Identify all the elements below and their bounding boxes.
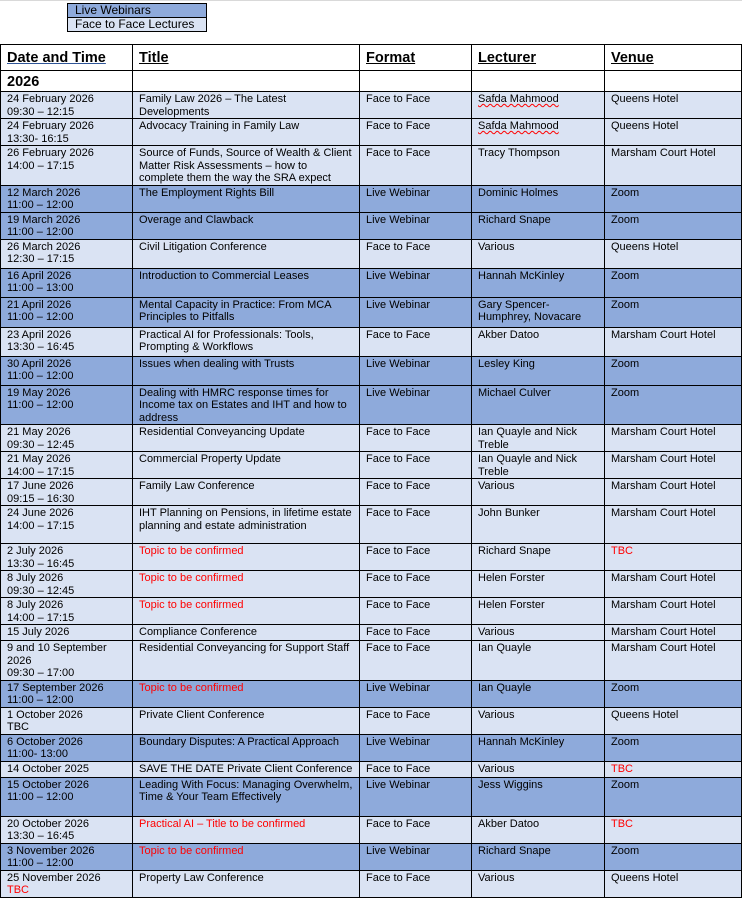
event-venue: Zoom (605, 843, 742, 870)
event-lecturer (472, 92, 605, 119)
event-row (1, 734, 742, 761)
event-venue: Zoom (605, 777, 742, 816)
event-date: 30 April 2026 (7, 357, 72, 370)
event-date: 3 November 2026 (7, 844, 95, 857)
event-time: 11:00 – 12:00 (7, 399, 74, 411)
event-datetime (1, 734, 133, 761)
event-title (133, 239, 360, 268)
event-title-text: Civil Litigation Conference (139, 240, 267, 253)
event-title (133, 870, 360, 897)
event-lecturer-text: Hannah McKinley (478, 735, 565, 748)
event-title-text: Compliance Conference (139, 626, 258, 638)
event-lecturer (472, 185, 605, 212)
event-time: 13:30- 16:15 (7, 132, 69, 145)
event-row (1, 625, 742, 641)
event-date: 15 October 2026 (7, 778, 89, 791)
event-title (133, 707, 360, 734)
event-datetime (1, 761, 133, 777)
event-time: 09:30 – 12:45 (7, 584, 75, 597)
event-title (133, 761, 360, 777)
event-title (133, 385, 360, 425)
event-lecturer-text: Ian Quayle (478, 681, 532, 694)
event-venue: Marsham Court Hotel (605, 146, 742, 186)
event-time: 11:00 – 12:00 (7, 370, 74, 382)
schedule-table (0, 44, 742, 898)
event-title-text: Topic to be confirmed (139, 681, 244, 694)
event-lecturer-text: Various (478, 626, 515, 638)
event-row (1, 425, 742, 452)
event-datetime (1, 385, 133, 425)
event-format: Face to Face (360, 625, 472, 641)
event-venue: Queens Hotel (605, 119, 742, 146)
event-row (1, 452, 742, 479)
event-lecturer (472, 707, 605, 734)
event-title (133, 506, 360, 544)
event-row (1, 146, 742, 186)
event-row (1, 777, 742, 816)
event-title-text: Private Client Conference (139, 708, 265, 721)
event-title (133, 641, 360, 681)
event-date: 23 April 2026 (7, 328, 72, 341)
event-title-text: Mental Capacity in Practice: From MCA Principles to Pitfalls (139, 298, 331, 323)
event-lecturer (472, 761, 605, 777)
event-lecturer-text: Michael Culver (478, 386, 551, 399)
event-venue: Marsham Court Hotel (605, 506, 742, 544)
event-date: 21 May 2026 (7, 453, 71, 465)
event-datetime (1, 571, 133, 598)
event-lecturer (472, 870, 605, 897)
event-format: Live Webinar (360, 185, 472, 212)
event-venue: TBC (605, 761, 742, 777)
event-lecturer-text: Helen Forster (478, 572, 545, 584)
event-datetime (1, 356, 133, 385)
event-time: 09:15 – 16:30 (7, 492, 75, 505)
event-format: Live Webinar (360, 297, 472, 327)
event-format: Face to Face (360, 479, 472, 506)
event-lecturer (472, 425, 605, 452)
legend (67, 3, 207, 32)
event-date: 6 October 2026 (7, 735, 83, 748)
event-venue: TBC (605, 816, 742, 843)
event-time: TBC (7, 721, 29, 733)
event-datetime (1, 680, 133, 707)
event-title (133, 479, 360, 506)
event-format: Live Webinar (360, 356, 472, 385)
event-row (1, 385, 742, 425)
event-time: 11:00 – 12:00 (7, 694, 74, 706)
event-title (133, 146, 360, 186)
event-row (1, 268, 742, 297)
event-datetime (1, 185, 133, 212)
event-lecturer (472, 212, 605, 239)
event-venue: Marsham Court Hotel (605, 641, 742, 681)
event-lecturer-text: Gary Spencer-Humphrey, Novacare (478, 298, 582, 323)
event-format: Face to Face (360, 119, 472, 146)
header-date: Date and Time (1, 45, 133, 71)
event-venue: Zoom (605, 185, 742, 212)
event-lecturer (472, 239, 605, 268)
event-row (1, 506, 742, 544)
event-lecturer-text: Various (478, 871, 515, 884)
event-lecturer (472, 385, 605, 425)
event-venue: Queens Hotel (605, 92, 742, 119)
event-title-text: Property Law Conference (139, 871, 264, 884)
event-datetime (1, 816, 133, 843)
event-lecturer-text: John Bunker (478, 507, 540, 519)
event-time: 11:00 – 12:00 (7, 199, 74, 211)
event-date: 26 February 2026 (7, 147, 94, 159)
event-title (133, 268, 360, 297)
event-row (1, 761, 742, 777)
event-title (133, 356, 360, 385)
event-lecturer (472, 734, 605, 761)
event-format: Face to Face (360, 544, 472, 571)
event-title (133, 185, 360, 212)
event-lecturer-text: Ian Quayle and Nick Treble (478, 453, 578, 478)
event-venue: Zoom (605, 385, 742, 425)
event-format: Face to Face (360, 327, 472, 356)
event-title (133, 452, 360, 479)
event-title-text: IHT Planning on Pensions, in lifetime estate planning and estate administration (139, 507, 352, 532)
event-time: 11:00 – 12:00 (7, 311, 74, 323)
event-row (1, 544, 742, 571)
event-row (1, 707, 742, 734)
event-title-text: Issues when dealing with Trusts (139, 357, 295, 370)
event-title-text: Residential Conveyancing for Support Staff (139, 642, 350, 654)
event-title (133, 734, 360, 761)
event-title-text: Dealing with HMRC response times for Income tax on Estates and IHT and how to address (139, 386, 347, 424)
event-title-text: Topic to be confirmed (139, 572, 244, 584)
event-datetime (1, 268, 133, 297)
year-row (1, 71, 742, 92)
event-date: 1 October 2026 (7, 708, 83, 721)
event-row (1, 119, 742, 146)
legend-face-to-face: Face to Face Lectures (68, 18, 207, 32)
event-row (1, 816, 742, 843)
event-row (1, 239, 742, 268)
event-lecturer (472, 544, 605, 571)
event-lecturer (472, 625, 605, 641)
event-datetime (1, 212, 133, 239)
event-title-text: Topic to be confirmed (139, 844, 244, 857)
event-row (1, 479, 742, 506)
event-venue: Marsham Court Hotel (605, 452, 742, 479)
event-title-text: Practical AI for Professionals: Tools, Prompting & Workflows (139, 328, 314, 353)
event-datetime (1, 625, 133, 641)
event-lecturer (472, 506, 605, 544)
event-title-text: Family Law 2026 – The Latest Developments (139, 93, 287, 118)
event-row (1, 680, 742, 707)
event-format: Face to Face (360, 761, 472, 777)
event-lecturer (472, 479, 605, 506)
event-title (133, 816, 360, 843)
event-date: 8 July 2026 (7, 572, 64, 584)
event-lecturer-text: Hannah McKinley (478, 269, 565, 282)
event-lecturer-text: Akber Datoo (478, 328, 540, 341)
event-time: TBC (7, 884, 29, 896)
event-format: Live Webinar (360, 777, 472, 816)
event-date: 19 March 2026 (7, 213, 81, 226)
event-title-text: Topic to be confirmed (139, 545, 244, 557)
event-row (1, 356, 742, 385)
event-format: Live Webinar (360, 680, 472, 707)
event-datetime (1, 327, 133, 356)
event-venue: Zoom (605, 680, 742, 707)
event-title (133, 327, 360, 356)
event-format: Face to Face (360, 92, 472, 119)
event-time: 11:00 – 12:00 (7, 791, 74, 803)
event-lecturer (472, 571, 605, 598)
event-venue: Zoom (605, 356, 742, 385)
event-date: 8 July 2026 (7, 599, 64, 611)
legend-webinars: Live Webinars (68, 4, 207, 18)
event-row (1, 212, 742, 239)
event-row (1, 598, 742, 625)
event-date: 26 March 2026 (7, 240, 81, 253)
event-datetime (1, 506, 133, 544)
header-title: Title (133, 45, 360, 71)
event-lecturer-text: Akber Datoo (478, 817, 540, 830)
event-date: 24 June 2026 (7, 507, 74, 519)
event-title-text: Topic to be confirmed (139, 599, 244, 611)
event-format: Face to Face (360, 641, 472, 681)
event-date: 2 July 2026 (7, 545, 64, 557)
event-venue: Marsham Court Hotel (605, 425, 742, 452)
event-format: Face to Face (360, 598, 472, 625)
event-time: 09:30 – 17:00 (7, 667, 75, 679)
event-lecturer (472, 327, 605, 356)
event-title-text: Family Law Conference (139, 480, 255, 492)
event-datetime (1, 598, 133, 625)
event-format: Face to Face (360, 707, 472, 734)
event-lecturer (472, 119, 605, 146)
event-venue: TBC (605, 544, 742, 571)
event-datetime (1, 297, 133, 327)
event-time: 14:00 – 17:15 (7, 611, 75, 624)
event-row (1, 641, 742, 681)
event-date: 21 April 2026 (7, 298, 72, 311)
event-time: 13:30 – 16:45 (7, 557, 75, 570)
event-date: 17 June 2026 (7, 480, 74, 492)
event-lecturer-text: Richard Snape (478, 844, 551, 857)
event-venue: Zoom (605, 212, 742, 239)
event-date: 9 and 10 September 2026 (7, 642, 107, 667)
event-lecturer (472, 356, 605, 385)
event-title-text: Leading With Focus: Managing Overwhelm, Time & Your Team Effectively (139, 778, 353, 803)
event-datetime (1, 777, 133, 816)
event-title-text: Source of Funds, Source of Wealth & Client Matter Risk Assessments – how to complete them the way the SRA expect (139, 147, 352, 184)
event-lecturer-text: Various (478, 240, 515, 253)
event-lecturer-text: Ian Quayle and Nick Treble (478, 426, 578, 451)
event-lecturer-text: Dominic Holmes (478, 186, 559, 199)
event-row (1, 571, 742, 598)
event-format: Live Webinar (360, 212, 472, 239)
event-datetime (1, 544, 133, 571)
event-time: 11:00 – 12:00 (7, 226, 74, 238)
event-title-text: Practical AI – Title to be confirmed (139, 817, 306, 830)
event-title (133, 777, 360, 816)
event-title (133, 680, 360, 707)
event-venue: Queens Hotel (605, 870, 742, 897)
event-time: 11:00 – 12:00 (7, 857, 74, 869)
event-date: 14 October 2025 (7, 762, 89, 775)
event-lecturer (472, 680, 605, 707)
event-datetime (1, 452, 133, 479)
event-title (133, 425, 360, 452)
event-title-text: Overage and Clawback (139, 213, 254, 226)
event-lecturer-text: Various (478, 708, 515, 721)
event-datetime (1, 119, 133, 146)
event-date: 16 April 2026 (7, 269, 72, 282)
event-row (1, 92, 742, 119)
event-venue: Marsham Court Hotel (605, 571, 742, 598)
event-time: 09:30 – 12:15 (7, 105, 75, 118)
event-time: 11:00- 13:00 (7, 748, 68, 760)
event-date: 19 May 2026 (7, 386, 71, 399)
event-format: Face to Face (360, 506, 472, 544)
event-lecturer (472, 816, 605, 843)
event-lecturer (472, 598, 605, 625)
event-date: 12 March 2026 (7, 186, 81, 199)
event-lecturer-text: Helen Forster (478, 599, 545, 611)
event-title-text: Commercial Property Update (139, 453, 281, 465)
event-venue: Zoom (605, 297, 742, 327)
event-date: 17 September 2026 (7, 681, 104, 694)
event-format: Live Webinar (360, 843, 472, 870)
event-row (1, 327, 742, 356)
event-title (133, 571, 360, 598)
event-format: Live Webinar (360, 268, 472, 297)
event-row (1, 297, 742, 327)
event-lecturer-text: Safda Mahmood (478, 93, 559, 105)
event-venue: Zoom (605, 268, 742, 297)
event-time: 11:00 – 13:00 (7, 282, 74, 294)
event-lecturer-text: Various (478, 480, 515, 492)
event-title (133, 598, 360, 625)
event-venue: Marsham Court Hotel (605, 479, 742, 506)
header-format: Format (360, 45, 472, 71)
event-datetime (1, 239, 133, 268)
event-time: 13:30 – 16:45 (7, 341, 75, 353)
event-time: 09:30 – 12:45 (7, 438, 75, 451)
event-title-text: Advocacy Training in Family Law (139, 120, 300, 132)
event-format: Face to Face (360, 870, 472, 897)
event-title-text: Introduction to Commercial Leases (139, 269, 309, 282)
event-time: 14:00 – 17:15 (7, 159, 75, 172)
event-lecturer (472, 268, 605, 297)
event-venue: Queens Hotel (605, 239, 742, 268)
event-title (133, 625, 360, 641)
event-date: 15 July 2026 (7, 626, 70, 638)
event-date: 20 October 2026 (7, 817, 89, 830)
event-title-text: SAVE THE DATE Private Client Conference (139, 762, 353, 775)
event-time: 14:00 – 17:15 (7, 519, 75, 532)
event-date: 24 February 2026 (7, 93, 94, 105)
event-venue: Marsham Court Hotel (605, 327, 742, 356)
event-format: Face to Face (360, 816, 472, 843)
event-lecturer (472, 641, 605, 681)
event-datetime (1, 92, 133, 119)
event-lecturer (472, 297, 605, 327)
event-format: Live Webinar (360, 734, 472, 761)
event-time: 12:30 – 17:15 (7, 253, 75, 265)
event-datetime (1, 479, 133, 506)
header-row (1, 45, 742, 71)
event-format: Face to Face (360, 571, 472, 598)
event-time: 13:30 – 16:45 (7, 830, 75, 842)
event-title (133, 119, 360, 146)
header-lecturer: Lecturer (472, 45, 605, 71)
event-format: Live Webinar (360, 385, 472, 425)
event-lecturer-text: Lesley King (478, 357, 535, 370)
event-datetime (1, 870, 133, 897)
event-lecturer-text: Tracy Thompson (478, 147, 560, 159)
year-label: 2026 (1, 71, 133, 92)
event-date: 25 November 2026 (7, 871, 101, 884)
event-venue: Marsham Court Hotel (605, 625, 742, 641)
event-datetime (1, 641, 133, 681)
event-lecturer-text: Safda Mahmood (478, 120, 559, 132)
event-lecturer-text: Richard Snape (478, 545, 551, 557)
event-time: 14:00 – 17:15 (7, 465, 75, 478)
event-datetime (1, 425, 133, 452)
event-title-text: The Employment Rights Bill (139, 186, 275, 199)
top-divider (0, 0, 742, 1)
event-title (133, 92, 360, 119)
event-format: Face to Face (360, 452, 472, 479)
event-venue: Zoom (605, 734, 742, 761)
event-lecturer-text: Ian Quayle (478, 642, 532, 654)
event-title (133, 212, 360, 239)
event-lecturer (472, 452, 605, 479)
event-datetime (1, 707, 133, 734)
event-title (133, 297, 360, 327)
event-venue: Marsham Court Hotel (605, 598, 742, 625)
event-venue: Queens Hotel (605, 707, 742, 734)
event-format: Face to Face (360, 146, 472, 186)
event-title-text: Boundary Disputes: A Practical Approach (139, 735, 339, 748)
event-date: 21 May 2026 (7, 426, 71, 438)
event-lecturer-text: Richard Snape (478, 213, 551, 226)
event-datetime (1, 146, 133, 186)
event-lecturer-text: Jess Wiggins (478, 778, 543, 791)
event-format: Face to Face (360, 239, 472, 268)
event-date: 24 February 2026 (7, 120, 94, 132)
event-lecturer-text: Various (478, 762, 515, 775)
event-title-text: Residential Conveyancing Update (139, 426, 305, 438)
event-lecturer (472, 146, 605, 186)
event-row (1, 185, 742, 212)
event-row (1, 870, 742, 897)
event-title (133, 544, 360, 571)
event-lecturer (472, 777, 605, 816)
header-venue: Venue (605, 45, 742, 71)
event-format: Face to Face (360, 425, 472, 452)
